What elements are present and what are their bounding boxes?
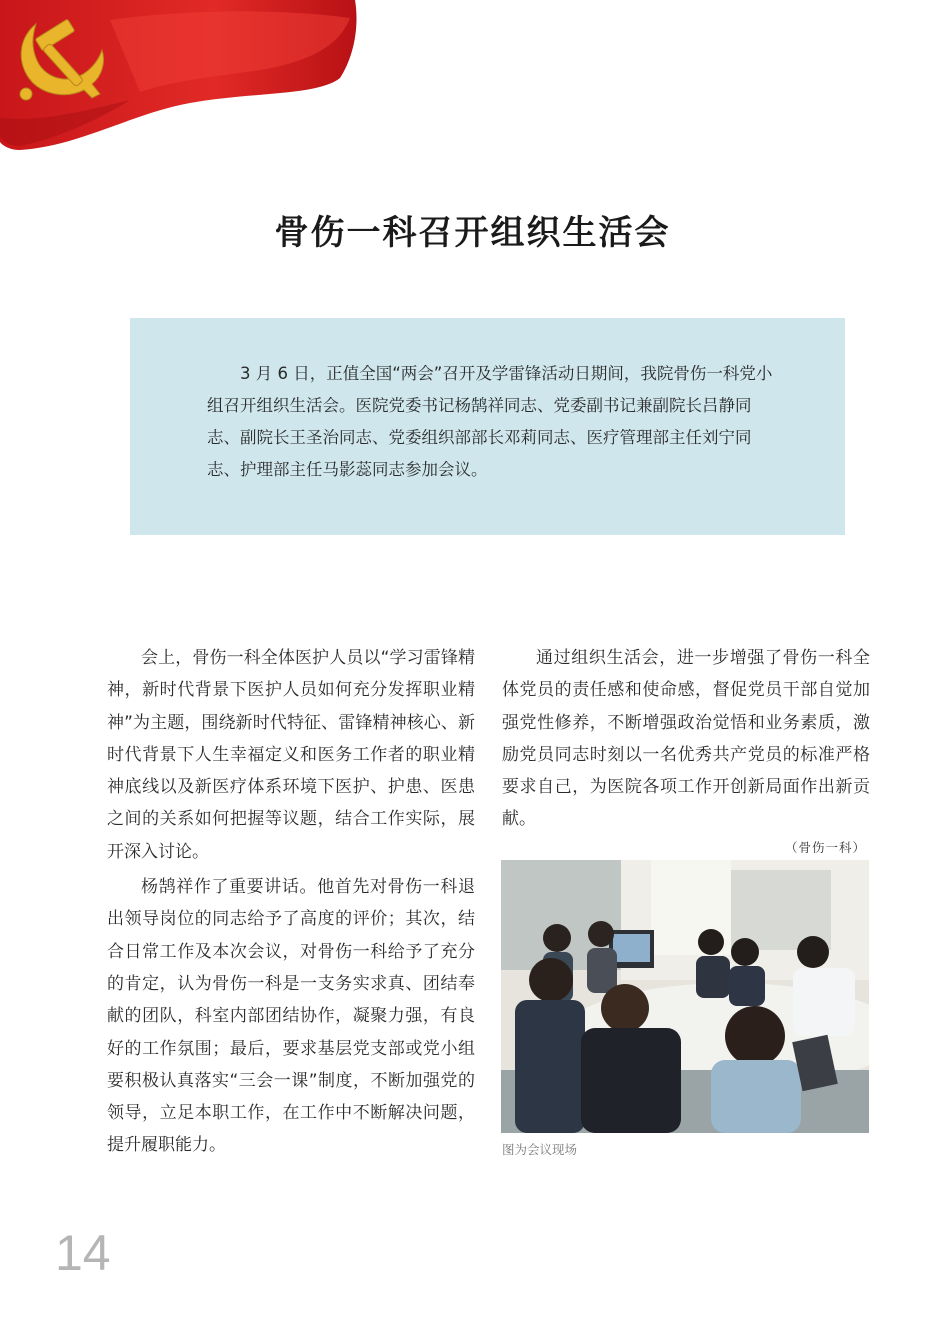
source-attribution: （骨伤一科） (784, 840, 866, 855)
page-number: 14 (55, 1225, 111, 1281)
left-paragraph-1: 会上，骨伤一科全体医护人员以“学习雷锋精神，新时代背景下医护人员如何充分发挥职业精神”为主题，围绕新时代特征、雷锋精神核心、新时代背景下人生幸福定义和医务工作者的职业精神底线以及新医疗体系环境下医护、护患、医患之间的关系如何把握等议题，结合工作实际，展开深入讨论。 (107, 648, 475, 862)
party-banner (0, 0, 945, 170)
right-column (502, 642, 870, 839)
left-column (107, 642, 475, 1165)
intro-box (130, 318, 845, 535)
article-title: 骨伤一科召开组织生活会 (274, 212, 671, 253)
meeting-photo (501, 860, 869, 1133)
left-paragraph-2: 杨鹄祥作了重要讲话。他首先对骨伤一科退出领导岗位的同志给予了高度的评价；其次，结合日常工作及本次会议，对骨伤一科给予了充分的肯定，认为骨伤一科是一支务实求真、团结奉献的团队，科室内部团结协作，凝聚力强，有良好的工作氛围；最后，要求基层党支部或党小组要积极认真落实“三会一课”制度，不断加强党的领导，立足本职工作，在工作中不断解决问题，提升履职能力。 (107, 877, 475, 1156)
right-paragraph-1: 通过组织生活会，进一步增强了骨伤一科全体党员的责任感和使命感，督促党员干部自觉加强党性修养，不断增强政治觉悟和业务素质，激励党员同志时刻以一名优秀共产党员的标准严格要求自己，为医院各项工作开创新局面作出新贡献。 (502, 648, 870, 830)
hammer-sickle-icon (6, 6, 116, 106)
photo-caption: 图为会议现场 (502, 1142, 578, 1157)
intro-paragraph: 3 月 6 日，正值全国“两会”召开及学雷锋活动日期间，我院骨伤一科党小组召开组织生活会。医院党委书记杨鹄祥同志、党委副书记兼副院长吕静同志、副院长王圣治同志、党委组织部部长邓莉同志、医疗管理部主任刘宁同志、护理部主任马影蕊同志参加会议。 (207, 364, 773, 479)
